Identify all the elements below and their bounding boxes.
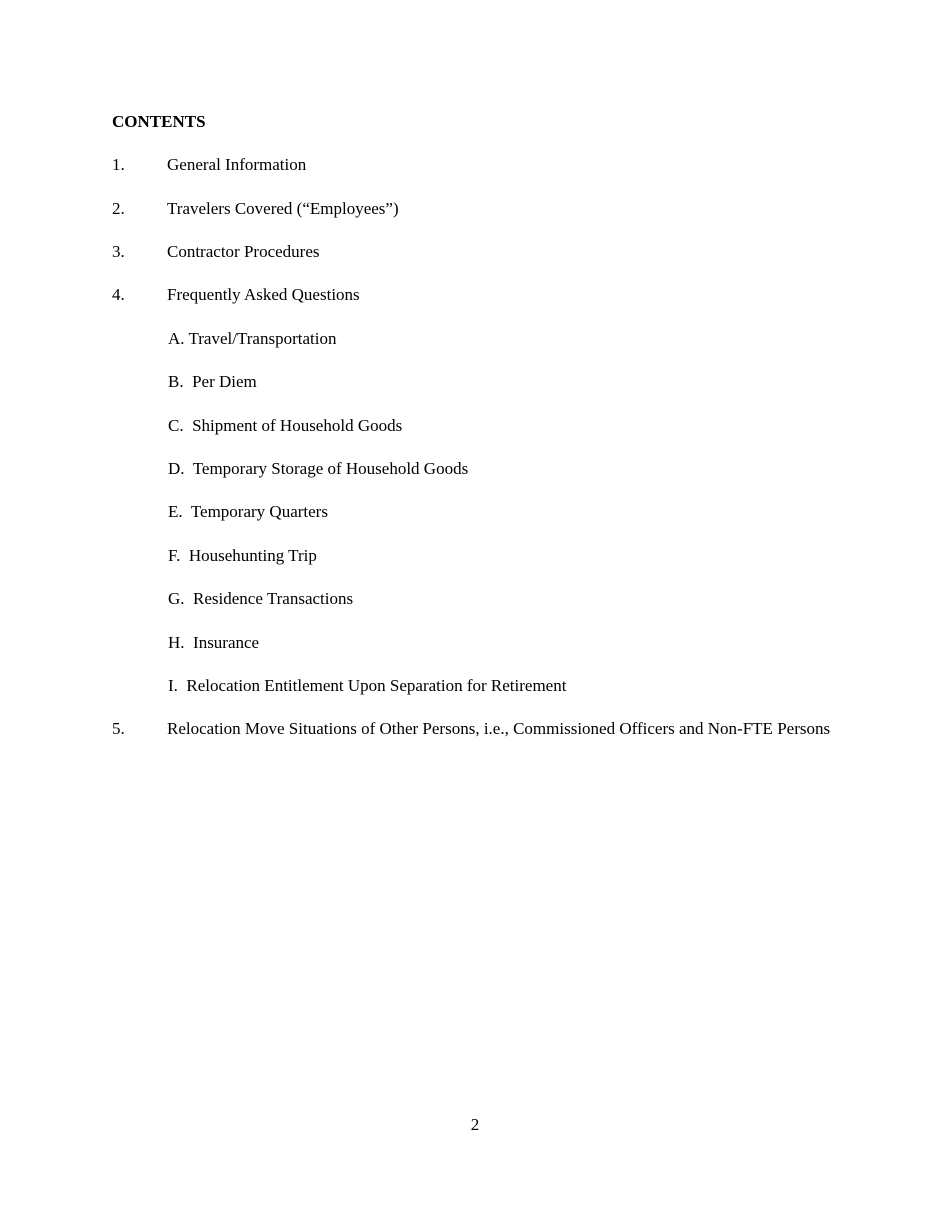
toc-section-title: Contractor Procedures — [167, 242, 320, 261]
toc-subitem-d: D. Temporary Storage of Household Goods — [168, 459, 469, 478]
toc-subitem-h: H. Insurance — [168, 633, 260, 652]
toc-section-number: 2. — [112, 199, 125, 218]
toc-section-number: 3. — [112, 242, 125, 261]
toc-subitem-a: A. Travel/Transportation — [168, 329, 337, 348]
toc-subitem-e: E. Temporary Quarters — [168, 502, 328, 521]
toc-subitem-g: G. Residence Transactions — [168, 589, 354, 608]
toc-subitem-b: B. Per Diem — [168, 372, 257, 391]
toc-subitem-i: I. Relocation Entitlement Upon Separation for Retirement — [168, 676, 567, 695]
toc-section-title: Relocation Move Situations of Other Persons, i.e., Commissioned Officers and Non-FTE Persons — [167, 719, 831, 738]
toc-section-title: Travelers Covered (“Employees”) — [167, 199, 399, 218]
toc-section-title: Frequently Asked Questions — [167, 285, 360, 304]
toc-section-number: 1. — [112, 155, 125, 174]
toc-section-number: 4. — [112, 285, 125, 304]
page-number: 2 — [470, 1115, 480, 1134]
toc-subitem-f: F. Househunting Trip — [168, 546, 317, 565]
toc-section-number: 5. — [112, 719, 125, 738]
toc-subitem-c: C. Shipment of Household Goods — [168, 416, 403, 435]
toc-section-title: General Information — [167, 155, 307, 174]
contents-heading: CONTENTS — [112, 112, 206, 131]
